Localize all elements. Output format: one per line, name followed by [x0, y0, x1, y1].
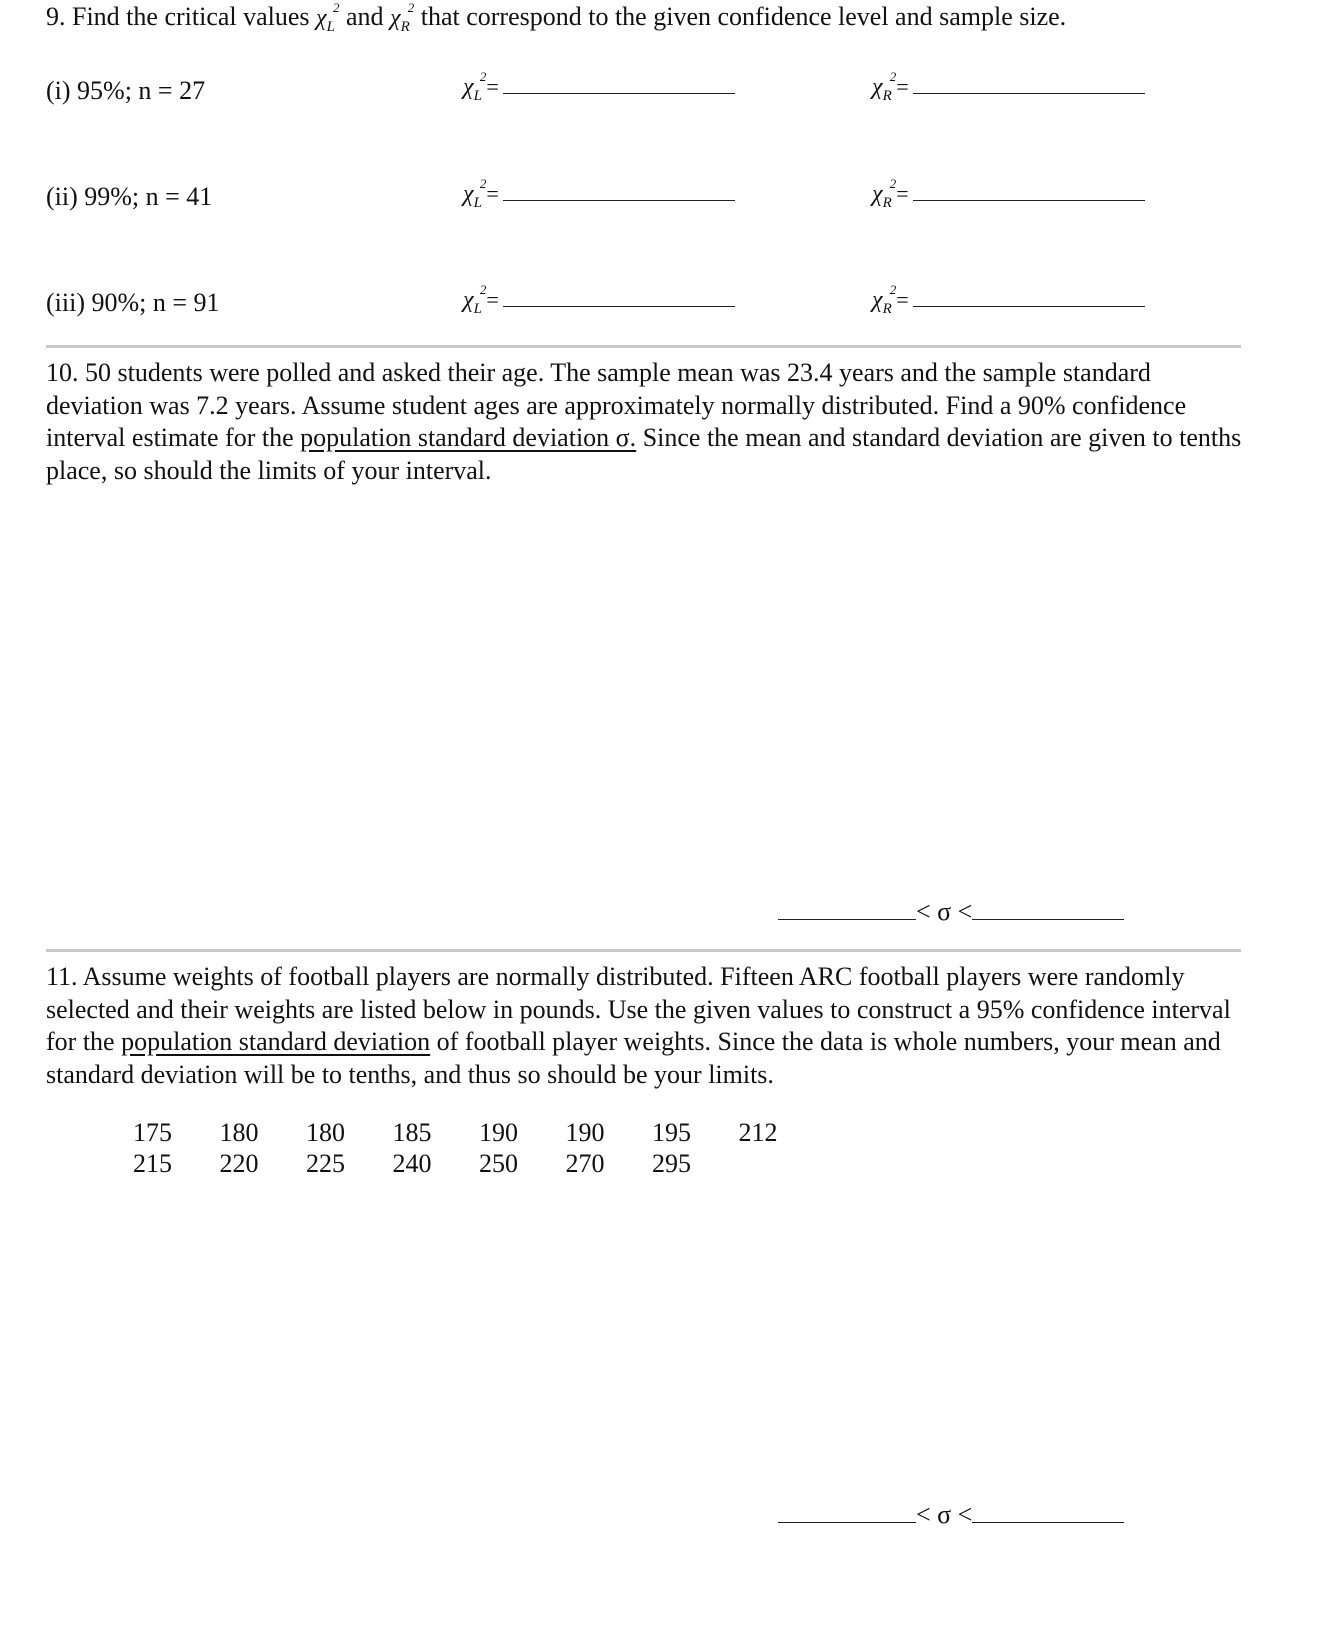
q9-part-i-label: (i) 95%; n = 27 — [46, 76, 206, 105]
weight-value: 190 — [479, 1118, 518, 1147]
weight-value: 175 — [133, 1118, 172, 1147]
q11-interval-answer[interactable] — [778, 1500, 1124, 1530]
chi-right-symbol: $\chi_R^2$ — [390, 0, 415, 35]
answer-blank[interactable] — [503, 199, 735, 201]
weight-value: 190 — [565, 1118, 605, 1147]
q11-underlined-term: population standard deviation — [121, 1027, 431, 1056]
interval-symbol: < σ < — [916, 897, 973, 926]
weights-row-1 — [133, 1118, 825, 1148]
lower-limit-blank[interactable] — [778, 1521, 916, 1523]
weight-value: 180 — [306, 1118, 345, 1147]
weight-value: 180 — [219, 1118, 259, 1147]
weight-value: 220 — [219, 1149, 259, 1178]
q9-and: and — [345, 2, 384, 31]
weight-value: 295 — [652, 1149, 691, 1178]
answer-blank[interactable] — [503, 92, 735, 94]
upper-limit-blank[interactable] — [972, 1521, 1124, 1523]
question-10-prompt: 10. 50 students were polled and asked their age. The sample mean was 23.4 years and the sample standard deviation was 7.2 years. Assume student ages are approximately normally distributed. Find a 90% confidence interval estimate for the population standard deviation σ. Since the mean and standard deviation are given to tenths place, so should the limits of your interval. — [46, 358, 1242, 485]
q10-interval-answer[interactable] — [778, 897, 1124, 927]
section-divider — [46, 949, 1241, 952]
upper-limit-blank[interactable] — [972, 918, 1124, 920]
q10-underlined-term: population standard deviation σ. — [300, 423, 637, 452]
weight-value: 240 — [392, 1149, 432, 1178]
weights-row-2 — [133, 1149, 739, 1179]
chi-left-symbol: $\chi_L^2$ — [316, 0, 340, 35]
q9-part-i-chi-left-field[interactable]: $\chi_L^2=$ — [463, 74, 735, 101]
weight-value: 212 — [738, 1118, 778, 1147]
q9-part-ii-chi-right-field[interactable]: $\chi_R^2=$ — [872, 181, 1145, 208]
answer-blank[interactable] — [913, 199, 1145, 201]
answer-blank[interactable] — [913, 305, 1145, 307]
q9-part-ii-chi-left-field[interactable]: $\chi_L^2=$ — [463, 181, 735, 208]
interval-symbol: < σ < — [916, 1500, 973, 1529]
weight-value: 270 — [565, 1149, 605, 1178]
q9-part-iii-chi-left-field[interactable]: $\chi_L^2=$ — [463, 287, 735, 314]
q9-part-iii-label: (iii) 90%; n = 91 — [46, 288, 220, 317]
q9-part-ii-label: (ii) 99%; n = 41 — [46, 182, 213, 211]
q9-part-iii-chi-right-field[interactable]: $\chi_R^2=$ — [872, 287, 1145, 314]
lower-limit-blank[interactable] — [778, 918, 916, 920]
weight-value: 215 — [133, 1149, 172, 1178]
q9-prefix: 9. Find the critical values — [46, 2, 310, 31]
question-9-prompt — [46, 0, 1066, 38]
question-11-prompt: 11. Assume weights of football players are normally distributed. Fifteen ARC football players were randomly selected and their weights are listed below in pounds. Use the given values to construct a 95% confidence interval for the population standard deviation of football player weights. Since the data is whole numbers, your mean and standard deviation will be to tenths, and thus so should be your limits. — [46, 962, 1231, 1089]
weight-value: 195 — [652, 1118, 691, 1147]
answer-blank[interactable] — [503, 305, 735, 307]
weight-value: 250 — [479, 1149, 518, 1178]
q9-part-i-chi-right-field[interactable]: $\chi_R^2=$ — [872, 74, 1145, 101]
weight-value: 225 — [306, 1149, 345, 1178]
q9-suffix: that correspond to the given confidence level and sample size. — [420, 2, 1067, 31]
answer-blank[interactable] — [913, 92, 1145, 94]
section-divider — [46, 345, 1241, 348]
weight-value: 185 — [392, 1118, 432, 1147]
